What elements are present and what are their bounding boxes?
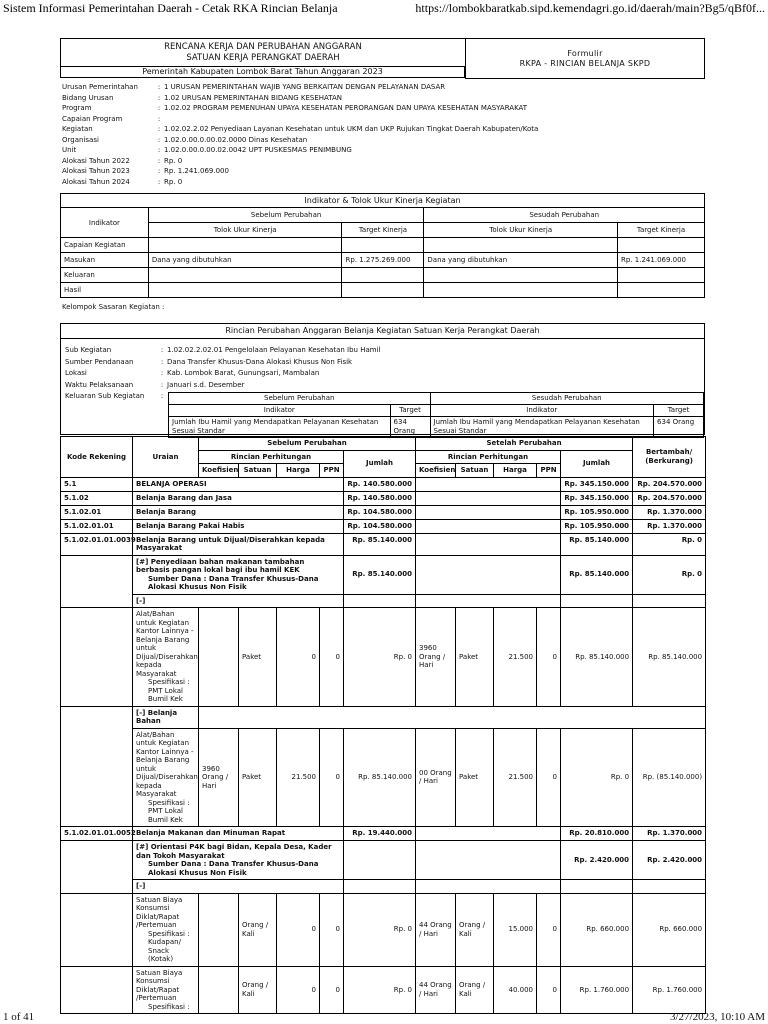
info-value: Rp. 1.241.069.000 xyxy=(164,167,229,175)
info-row: Program : 1.02.02 PROGRAM PEMENUHAN UPAYA KESEHATAN PERORANGAN DAN UPAYA KESEHATAN MASYARAKAT xyxy=(62,103,702,114)
table-row: 5.1.02.01.01 Belanja Barang Pakai Habis Rp. 104.580.000 Rp. 105.950.000 Rp. 1.370.000 xyxy=(61,519,706,533)
info-value: Rp. 0 xyxy=(164,177,183,186)
indikator-table xyxy=(60,207,705,298)
sub-info-row: Waktu Pelaksanaan : Januari s.d. Desember xyxy=(65,380,245,389)
group-row: [#] Penyediaan bahan makanan tambahan berbasis pangan lokal bagi ibu hamil KEK Sumber Dana : Dana Transfer Khusus-Dana Alokasi Khusus Non Fisik Rp. 85.140.000 Rp. 85.140.000 Rp. 0 xyxy=(61,555,706,594)
header-setelah: Setelah Perubahan xyxy=(416,437,633,451)
print-page-title: Sistem Informasi Pemerintahan Daerah - Cetak RKA Rincian Belanja xyxy=(3,1,338,15)
group-minus-row: [-] xyxy=(61,880,706,894)
budget-table: Kode Rekening Uraian Sebelum Perubahan Setelah Perubahan Bertambah/ (Berkurang) Rincian Perhitungan Jumlah Rincian Perhitungan Jumlah Koefisien Satuan Harga PPN Koefisien Satuan Harga PPN 5.1 BELANJA OPERASI Rp. 140.580.000 Rp. 345.150.000 Rp. 204.570.000 5.1.02 Belanja Barang dan Jasa Rp. 140.580.000 Rp. 345.150.000 Rp. 204.570.000 5.1.02.01 Belanja Barang Rp. 104.580.000 Rp. 105.950.000 Rp. 1.370.000 5.1.02.01.01 Belanja Barang Pakai Habis Rp. 104.580.000 Rp. 105.950.000 Rp. 1.370.000 5.1.02.01.01.0039 Belanja Barang untuk Dijual/Diserahkan kepada Masyarakat Rp. 85.140.000 Rp. 85.140.000 Rp. 0 [#] Penyediaan bahan makanan tambahan berbasis pangan lokal bagi ibu hamil KEK Sumber Dana : Dana Transfer Khusus-Dana Alokasi Khusus Non Fisik Rp. 85.140.000 Rp. 85.140.000 Rp. 0 [-] Alat/Bahan untuk Kegiatan Kantor Lainnya - Belanja Barang untuk Dijual/Diserahkan kepada Masyarakat Spesifikasi : PMT Lokal Bumil Kek Paket 0 0 Rp. 0 3960 Orang / Hari Paket 21.500 0 Rp. 85.140.000 Rp. 85.140.000 [-] Belanja Bahan Alat/Bahan untuk Kegiatan Kantor Lainnya - Belanja Barang untuk Dijual/Diserahkan kepada Masyarakat Spesifikasi : PMT Lokal Bumil Kek 3960 Orang / Hari Paket 21.500 0 Rp. 85.140.000 00 Orang / Hari Paket 21.500 0 Rp. 0 Rp. (85.140.000) 5.1.02.01.01.0052 Belanja Makanan dan Minuman Rapat Rp. 19.440.000 Rp. 20.810.000 Rp. 1.370.000 [#] Orientasi P4K bagi Bidan, Kepala Desa, Kader dan Tokoh Masyarakat Sumber Dana : Dana Transfer Khusus-Dana Alokasi Khusus Non Fisik Rp. 2.420.000 Rp. 2.420.000 [-] Satuan Biaya Konsumsi Diklat/Rapat /Pertemuan Spesifikasi : Kudapan/ Snack (Kotak) Orang / Kali 0 0 Rp. 0 44 Orang / Hari Orang / Kali 15.000 0 Rp. 660.000 Rp. 660.000 Satuan Biaya Konsumsi Diklat/Rapat /Pertemuan Spesifikasi : Orang / Kali 0 0 Rp. 0 44 Orang / Hari Orang / Kali 40.000 0 Rp. 1.760.000 Rp. 1.760.000 xyxy=(60,436,706,1014)
form-label: Formulir xyxy=(567,48,603,58)
form-label-box xyxy=(466,39,705,79)
info-block xyxy=(62,82,702,187)
group-row: [#] Orientasi P4K bagi Bidan, Kepala Desa, Kader dan Tokoh Masyarakat Sumber Dana : Dana Transfer Khusus-Dana Alokasi Khusus Non Fisik Rp. 2.420.000 Rp. 2.420.000 xyxy=(61,841,706,880)
title-line-1: RENCANA KERJA DAN PERUBAHAN ANGGARAN xyxy=(164,41,362,52)
table-row: 5.1.02.01 Belanja Barang Rp. 104.580.000 Rp. 105.950.000 Rp. 1.370.000 xyxy=(61,505,706,519)
sesudah-col-header: Sesudah Perubahan xyxy=(424,208,705,223)
info-value: 1.02 URUSAN PEMERINTAHAN BIDANG KESEHATAN xyxy=(164,93,343,102)
target-col-header: Target Kinerja xyxy=(618,223,705,238)
info-value xyxy=(164,114,702,125)
tolok-col-header: Tolok Ukur Kinerja xyxy=(424,223,618,238)
item-row: Alat/Bahan untuk Kegiatan Kantor Lainnya - Belanja Barang untuk Dijual/Diserahkan kepada Masyarakat Spesifikasi : PMT Lokal Bumil Kek 3960 Orang / Hari Paket 21.500 0 Rp. 85.140.000 00 Orang / Hari Paket 21.500 0 Rp. 0 Rp. (85.140.000) xyxy=(61,728,706,827)
info-row: Organisasi : 1.02.0.00.0.00.02.0000 Dinas Kesehatan xyxy=(62,135,702,146)
target-col-header: Target Kinerja xyxy=(342,223,424,238)
header-kode: Kode Rekening xyxy=(61,437,133,478)
subgroup-row: [-] Belanja Bahan xyxy=(61,706,706,728)
ks-sebelum-header: Sebelum Perubahan xyxy=(169,393,431,405)
info-value: 1.02.0.00.0.00.02.0000 Dinas Kesehatan xyxy=(164,135,308,144)
header-uraian: Uraian xyxy=(133,437,199,478)
form-name: RKPA - RINCIAN BELANJA SKPD xyxy=(519,58,651,68)
info-row: Unit : 1.02.0.00.0.00.02.0042 UPT PUSKESMAS PENIMBUNG xyxy=(62,145,702,156)
print-datetime: 3/27/2023, 10:10 AM xyxy=(669,1011,765,1023)
sub-info-row: Lokasi : Kab. Lombok Barat, Gunungsari, Mambalan xyxy=(65,369,320,377)
item-row: Alat/Bahan untuk Kegiatan Kantor Lainnya - Belanja Barang untuk Dijual/Diserahkan kepada Masyarakat Spesifikasi : PMT Lokal Bumil Kek Paket 0 0 Rp. 0 3960 Orang / Hari Paket 21.500 0 Rp. 85.140.000 Rp. 85.140.000 xyxy=(61,608,706,707)
indikator-row: Hasil xyxy=(61,283,705,298)
info-label: Program xyxy=(62,104,92,112)
rincian-heading: Rincian Perubahan Anggaran Belanja Kegiatan Satuan Kerja Perangkat Daerah xyxy=(60,323,705,339)
indikator-row: Masukan Dana yang dibutuhkan Rp. 1.275.269.000 Dana yang dibutuhkan Rp. 1.241.069.000 xyxy=(61,253,705,268)
info-label: Alokasi Tahun 2023 xyxy=(62,167,130,175)
sub-info-row: Keluaran Sub Kegiatan : xyxy=(65,392,164,400)
item-row: Satuan Biaya Konsumsi Diklat/Rapat /Pertemuan Spesifikasi : Kudapan/ Snack (Kotak) Orang / Kali 0 0 Rp. 0 44 Orang / Hari Orang / Kali 15.000 0 Rp. 660.000 Rp. 660.000 xyxy=(61,893,706,966)
info-value: Rp. 0 xyxy=(164,156,183,165)
info-row: Capaian Program : xyxy=(62,114,702,125)
print-page-number: 1 of 41 xyxy=(3,1011,35,1023)
sebelum-col-header: Sebelum Perubahan xyxy=(148,208,424,223)
sub-info-row: Sub Kegiatan : 1.02.02.2.02.01 Pengelolaan Pelayanan Kesehatan Ibu Hamil xyxy=(65,346,381,354)
print-page-url[interactable]: https://lombokbaratkab.sipd.kemendagri.go.id/daerah/main?Bg5/qBf0f... xyxy=(415,1,765,15)
keluaran-sub-table: Sebelum Perubahan Sesudah Perubahan Indikator Target Indikator Target Jumlah Ibu Hamil yang Mendapatkan Pelayanan Kesehatan Sesuai Standar 634 Orang Jumlah Ibu Hamil yang Mendapatkan Pelayanan Kesehatan Sesuai Standar 634 Orang xyxy=(168,392,704,438)
info-label: Urusan Pemerintahan xyxy=(62,83,138,91)
table-row: 5.1 BELANJA OPERASI Rp. 140.580.000 Rp. 345.150.000 Rp. 204.570.000 xyxy=(61,477,706,491)
document-title xyxy=(61,39,466,67)
info-label: Alokasi Tahun 2022 xyxy=(62,156,130,165)
table-header-row xyxy=(61,437,706,451)
table-row: 5.1.02 Belanja Barang dan Jasa Rp. 140.580.000 Rp. 345.150.000 Rp. 204.570.000 xyxy=(61,491,706,505)
header-sebelum: Sebelum Perubahan xyxy=(199,437,416,451)
info-row: Alokasi Tahun 2022 : Rp. 0 xyxy=(62,156,702,167)
info-label: Bidang Urusan xyxy=(62,93,114,102)
ks-sesudah-header: Sesudah Perubahan xyxy=(430,393,703,405)
group-minus-row: [-] xyxy=(61,594,706,608)
item-row: Satuan Biaya Konsumsi Diklat/Rapat /Pertemuan Spesifikasi : Orang / Kali 0 0 Rp. 0 44 Orang / Hari Orang / Kali 40.000 0 Rp. 1.760.000 Rp. 1.760.000 xyxy=(61,966,706,1014)
info-value: 1.02.02.2.02 Penyediaan Layanan Kesehatan untuk UKM dan UKP Rujukan Tingkat Daerah Kabupaten/Kota xyxy=(164,125,539,133)
indikator-row: Capaian Kegiatan xyxy=(61,238,705,253)
sub-info-row: Sumber Pendanaan : Dana Transfer Khusus-Dana Alokasi Khusus Non Fisik xyxy=(65,357,353,366)
info-row: Urusan Pemerintahan : 1 URUSAN PEMERINTAHAN WAJIB YANG BERKAITAN DENGAN PELAYANAN DASAR xyxy=(62,82,702,93)
info-value: 1.02.02 PROGRAM PEMENUHAN UPAYA KESEHATAN PERORANGAN DAN UPAYA KESEHATAN MASYARAKAT xyxy=(164,104,528,112)
info-row: Kegiatan : 1.02.02.2.02 Penyediaan Layanan Kesehatan untuk UKM dan UKP Rujukan Tingkat Daerah Kabupaten/Kota xyxy=(62,124,702,135)
account-row: 5.1.02.01.01.0039 Belanja Barang untuk Dijual/Diserahkan kepada Masyarakat Rp. 85.140.000 Rp. 85.140.000 Rp. 0 xyxy=(61,533,706,555)
indikator-heading: Indikator & Tolok Ukur Kinerja Kegiatan xyxy=(60,193,705,208)
info-label: Capaian Program xyxy=(62,114,123,123)
title-line-2: SATUAN KERJA PERANGKAT DAERAH xyxy=(186,52,340,63)
account-row: 5.1.02.01.01.0052 Belanja Makanan dan Minuman Rapat Rp. 19.440.000 Rp. 20.810.000 Rp. 1.370.000 xyxy=(61,827,706,841)
info-value: 1 URUSAN PEMERINTAHAN WAJIB YANG BERKAITAN DENGAN PELAYANAN DASAR xyxy=(164,83,446,91)
info-value: 1.02.0.00.0.00.02.0042 UPT PUSKESMAS PENIMBUNG xyxy=(164,146,352,154)
document-subtitle: Pemerintah Kabupaten Lombok Barat Tahun Anggaran 2023 xyxy=(60,66,465,78)
info-label: Unit xyxy=(62,146,77,154)
info-label: Alokasi Tahun 2024 xyxy=(62,177,130,186)
info-label: Kegiatan xyxy=(62,125,93,133)
kelompok-sasaran: Kelompok Sasaran Kegiatan : xyxy=(62,303,165,311)
info-row: Alokasi Tahun 2024 : Rp. 0 xyxy=(62,177,702,188)
indikator-col-header: Indikator xyxy=(61,208,149,238)
info-row: Bidang Urusan : 1.02 URUSAN PEMERINTAHAN BIDANG KESEHATAN xyxy=(62,93,702,104)
info-row: Alokasi Tahun 2023 : Rp. 1.241.069.000 xyxy=(62,166,702,177)
indikator-row: Keluaran xyxy=(61,268,705,283)
info-label: Organisasi xyxy=(62,135,99,144)
tolok-col-header: Tolok Ukur Kinerja xyxy=(148,223,342,238)
header-bertambah: Bertambah/ (Berkurang) xyxy=(633,437,706,478)
